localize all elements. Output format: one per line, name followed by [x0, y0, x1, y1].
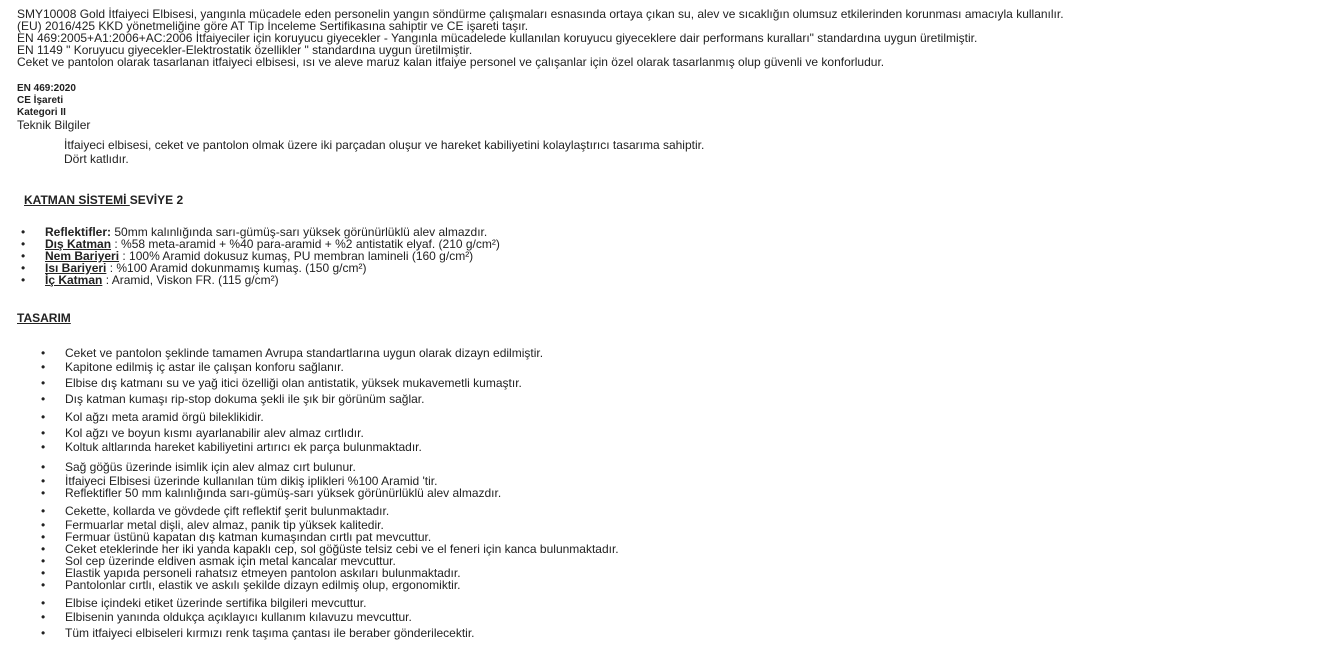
bullet-icon: •: [41, 360, 46, 374]
bullet-icon: •: [41, 542, 46, 556]
layer-text: : Aramid, Viskon FR. (115 g/cm²): [102, 273, 279, 287]
list-item-text: Pantolonlar cırtlı, elastik ve askılı şekilde dizayn edilmiş olup, ergonomiktir.: [65, 578, 461, 592]
list-item-text: İtfaiyeci Elbisesi üzerinde kullanılan tüm dikiş iplikleri %100 Aramid 'tir.: [65, 474, 438, 488]
list-item-text: Koltuk altlarında hareket kabiliyetini artırıcı ek parça bulunmaktadır.: [65, 440, 422, 454]
bullet-icon: •: [21, 249, 26, 263]
bullet-icon: •: [41, 504, 46, 518]
bullet-icon: •: [41, 346, 46, 360]
katman-heading-level: SEVİYE 2: [129, 193, 184, 207]
bullet-icon: •: [41, 610, 46, 624]
list-item-text: Fermuarlar metal dişli, alev almaz, panik tip yüksek kalitedir.: [65, 518, 384, 532]
bullet-icon: •: [41, 376, 46, 390]
intro-line: EN 469:2005+A1:2006+AC:2006 İtfaiyeciler için koruyucu giyecekler - Yangınla mücadelede kullanılan koruyucu giyeceklere dair performans kuralları" standardına uygun üretilmiştir.: [17, 31, 978, 45]
layer-text: 50mm kalınlığında sarı-gümüş-sarı yüksek görünürlüklü alev almazdır.: [111, 225, 488, 239]
bullet-icon: •: [41, 626, 46, 640]
list-item-text: Reflektifler 50 mm kalınlığında sarı-gümüş-sarı yüksek görünürlüklü alev almazdır.: [65, 486, 502, 500]
bullet-icon: •: [41, 474, 46, 488]
intro-line: (EU) 2016/425 KKD yönetmeliğine göre AT Tip İnceleme Sertifikasına sahiptir ve CE işareti taşır.: [17, 19, 529, 33]
bullet-icon: •: [41, 596, 46, 610]
bullet-icon: •: [41, 410, 46, 424]
layer-label: Nem Bariyeri: [45, 249, 120, 263]
bullet-icon: •: [41, 530, 46, 544]
intro-line: EN 1149 " Koruyucu giyecekler-Elektrostatik özellikler " standardına uygun üretilmiştir.: [17, 43, 473, 57]
bullet-icon: •: [41, 486, 46, 500]
list-item-text: Tüm itfaiyeci elbiseleri kırmızı renk taşıma çantası ile beraber gönderilecektir.: [65, 626, 475, 640]
bullet-icon: •: [41, 518, 46, 532]
list-item-text: Sağ göğüs üzerinde isimlik için alev almaz cırt bulunur.: [65, 460, 356, 474]
list-item-text: Elastik yapıda personeli rahatsız etmeyen pantolon askıları bulunmaktadır.: [65, 566, 461, 580]
bullet-icon: •: [21, 237, 26, 251]
spec-category: Kategori II: [17, 107, 66, 118]
teknik-title: Teknik Bilgiler: [17, 118, 91, 132]
bullet-icon: •: [41, 566, 46, 580]
bullet-icon: •: [41, 392, 46, 406]
layer-text: : 100% Aramid dokusuz kumaş, PU membran lamineli (160 g/cm²): [119, 249, 474, 263]
bullet-icon: •: [41, 460, 46, 474]
teknik-line: İtfaiyeci elbisesi, ceket ve pantolon olmak üzere iki parçadan oluşur ve hareket kabiliyetini kolaylaştırıcı tasarıma sahiptir.: [64, 138, 705, 152]
layer-label: Reflektifler:: [45, 225, 112, 239]
tasarim-heading: TASARIM: [17, 311, 71, 325]
bullet-icon: •: [41, 426, 46, 440]
list-item-text: Kol ağzı ve boyun kısmı ayarlanabilir alev almaz cırtlıdır.: [65, 426, 364, 440]
list-item-text: Cekette, kollarda ve gövdede çift reflektif şerit bulunmaktadır.: [65, 504, 390, 518]
katman-heading: [24, 194, 183, 206]
teknik-line: Dört katlıdır.: [64, 152, 129, 166]
bullet-icon: •: [41, 578, 46, 592]
list-item-text: Elbisenin yanında oldukça açıklayıcı kullanım kılavuzu mevcuttur.: [65, 610, 412, 624]
bullet-icon: •: [21, 273, 26, 287]
bullet-icon: •: [41, 554, 46, 568]
list-item-text: Fermuar üstünü kapatan dış katman kumaşından cırtlı pat mevcuttur.: [65, 530, 432, 544]
list-item-text: Sol cep üzerinde eldiven asmak için metal kancalar mevcuttur.: [65, 554, 396, 568]
bullet-icon: •: [41, 440, 46, 454]
list-item-text: Ceket ve pantolon şeklinde tamamen Avrupa standartlarına uygun olarak dizayn edilmiştir.: [65, 346, 544, 360]
list-item-text: Kapitone edilmiş iç astar ile çalışan konforu sağlanır.: [65, 360, 344, 374]
spec-ce-mark: CE İşareti: [17, 95, 64, 106]
spec-standard: EN 469:2020: [17, 83, 76, 94]
list-item-text: Dış katman kumaşı rip-stop dokuma şekli ile şık bir görünüm sağlar.: [65, 392, 425, 406]
list-item-text: Elbise içindeki etiket üzerinde sertifika bilgileri mevcuttur.: [65, 596, 367, 610]
layer-label: İç Katman: [45, 273, 103, 287]
bullet-icon: •: [21, 261, 26, 275]
layer-label: Isı Bariyeri: [45, 261, 107, 275]
layer-text: : %58 meta-aramid + %40 para-aramid + %2 antistatik elyaf. (210 g/cm²): [111, 237, 500, 251]
list-item-text: Elbise dış katmanı su ve yağ itici özelliği olan antistatik, yüksek mukavemetli kumaştır.: [65, 376, 522, 390]
layer-text: : %100 Aramid dokunmamış kumaş. (150 g/cm²): [106, 261, 367, 275]
layer-label: Dış Katman: [45, 237, 112, 251]
list-item-text: Kol ağzı meta aramid örgü bileklikidir.: [65, 410, 264, 424]
list-item-text: Ceket eteklerinde her iki yanda kapaklı cep, sol göğüste telsiz cebi ve el feneri için kanca bulunmaktadır.: [65, 542, 619, 556]
intro-line: SMY10008 Gold İtfaiyeci Elbisesi, yangınla mücadele eden personelin yangın söndürme çalışmaları esnasında ortaya çıkan su, alev ve sıcaklığın olumsuz etkilerinden korunması amacıyla kullanılır.: [17, 7, 1064, 21]
intro-line: Ceket ve pantolon olarak tasarlanan itfaiyeci elbisesi, ısı ve aleve maruz kalan itfaiye personel ve çalışanlar için özel olarak tasarlanmış olup güvenli ve konforludur.: [17, 55, 885, 69]
katman-heading-underlined: KATMAN SİSTEMİ: [24, 193, 130, 207]
bullet-icon: •: [21, 225, 26, 239]
